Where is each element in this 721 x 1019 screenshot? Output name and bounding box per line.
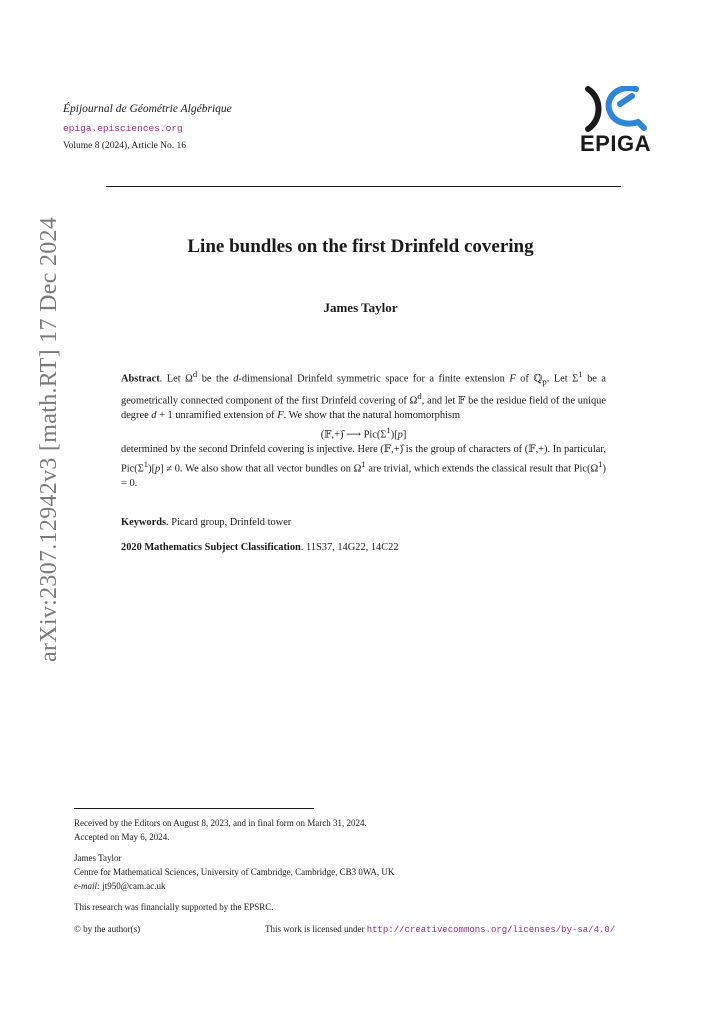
funding-note: This research was financially supported by the EPSRC. (74, 902, 274, 912)
email-label: e-mail: (74, 881, 100, 891)
keywords (121, 517, 291, 528)
keywords-text: . Picard group, Drinfeld tower (166, 517, 292, 528)
accepted-date: Accepted on May 6, 2024. (74, 832, 170, 842)
abstract-display-formula: (𝔽,+)̂ ⟶ $Pic(\Sigma^1)[p]$ (320, 424, 407, 441)
abstract-label: Abstract (121, 373, 160, 385)
journal-url-link[interactable]: epiga.episciences.org (63, 123, 183, 134)
license-text: This work is licensed under (265, 924, 367, 934)
footer-author-name: James Taylor (74, 853, 122, 863)
paper-author: James Taylor (323, 300, 398, 315)
paper-title: Line bundles on the first Drinfeld covering (187, 236, 534, 257)
keywords-label: Keywords (121, 517, 167, 528)
abstract-block: Abstract. Let $\Omega^d$ be the d-dimensional Drinfeld symmetric space for a finite extension F of ℚ$_p$. Let $\Sigma^1$ be a geometrically connected component of the first Drinfeld covering of $\Omega^d$, and let 𝔽 be the residue field of the unique degree d + 1 unramified extension of F. We show that the natural homomorphism (𝔽,+)̂ ⟶ $Pic(\Sigma^1)[p]$ determined by the second Drinfeld covering is injective. Here (𝔽,+)̂ is the group of characters of (𝔽,+). In particular, $Pic(\Sigma^1)[p] \ne 0$. We also show that all vector bundles on $\Omega^1$ are trivial, which extends the classical result that $Pic(\Omega^1) = 0$. (121, 369, 607, 489)
email-address[interactable]: jt950@cam.ac.uk (102, 881, 166, 891)
license-url-link[interactable]: http://creativecommons.org/licenses/by-sa/4.0/ (366, 925, 616, 935)
msc-classification (121, 542, 399, 553)
journal-name: Épijournal de Géométrie Algébrique (63, 103, 232, 115)
journal-volume: Volume 8 (2024), Article No. 16 (63, 141, 187, 151)
arxiv-stamp: arXiv:2307.12942v3 [math.RT] 17 Dec 2024 (36, 216, 62, 662)
author-affiliation: Centre for Mathematical Sciences, University of Cambridge, Cambridge, CB3 0WA, UK (74, 867, 395, 877)
msc-label: 2020 Mathematics Subject Classification (121, 542, 301, 553)
epiga-logo-text: EPIGA (580, 131, 651, 156)
msc-text: . 11S37, 14G22, 14C22 (300, 542, 399, 553)
footnote-divider (74, 808, 314, 809)
copyright-notice: © by the author(s) (74, 924, 141, 934)
license-notice (265, 924, 615, 935)
received-date: Received by the Editors on August 8, 2023, and in final form on March 31, 2024. (74, 818, 367, 828)
author-email (74, 881, 166, 891)
header-divider (106, 186, 621, 187)
